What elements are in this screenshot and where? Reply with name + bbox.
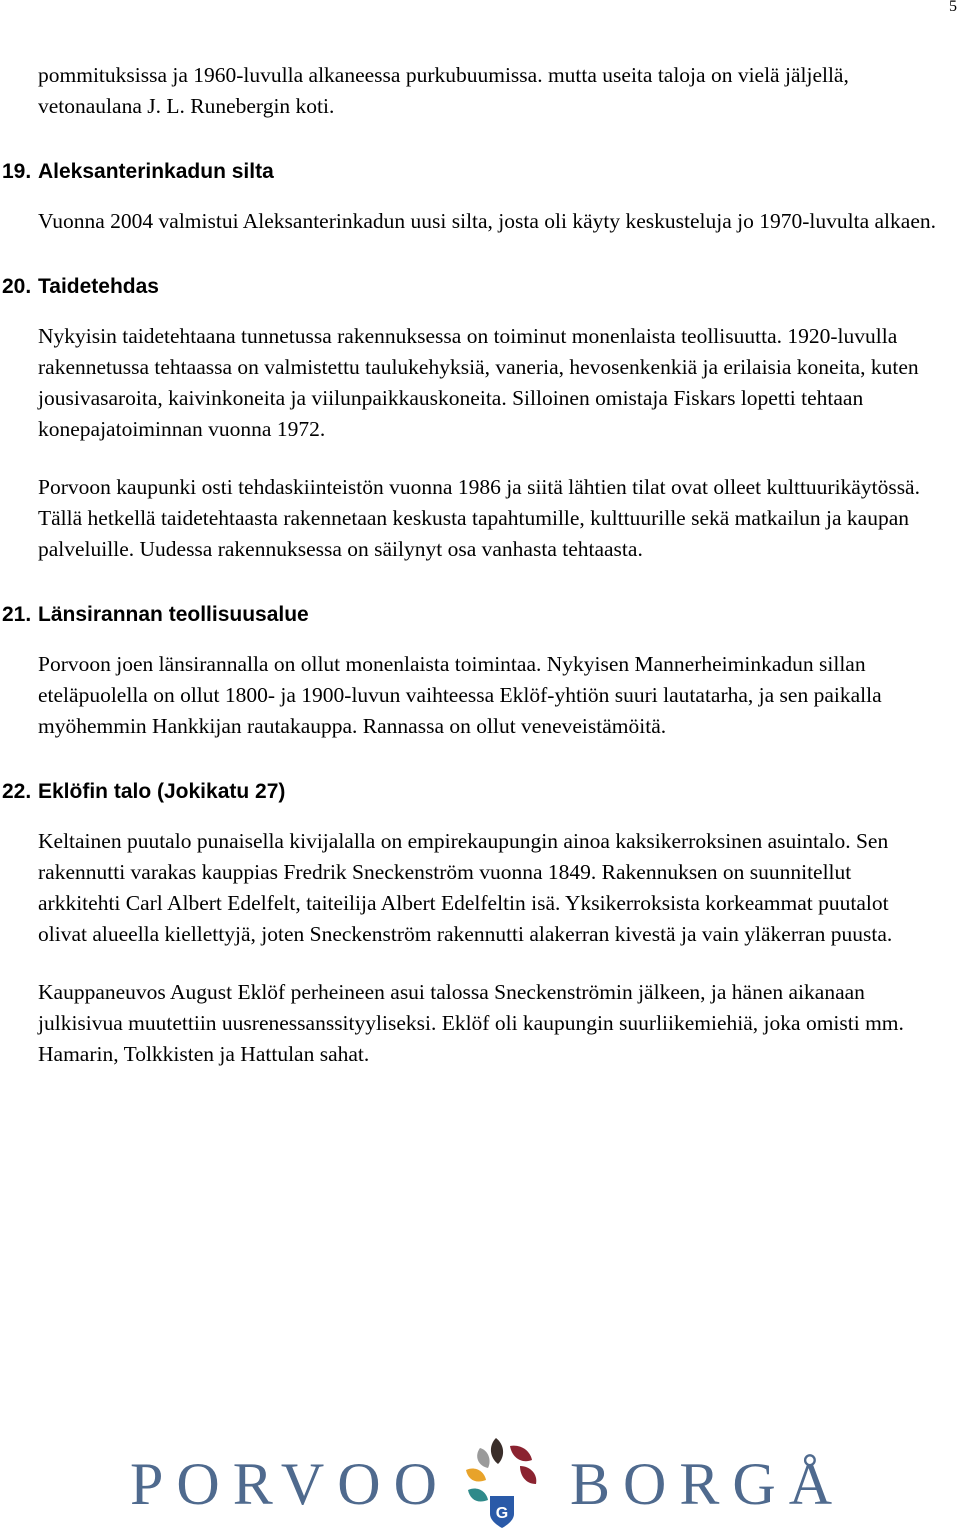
intro-paragraph: pommituksissa ja 1960-luvulla alkaneessa purkubuumissa. mutta useita taloja on vielä jäljellä, vetonaulana J. L. Runebergin koti. [38,63,849,118]
section-paragraph: Porvoon joen länsirannalla on ollut monenlaista toimintaa. Nykyisen Mannerheiminkadun sillan eteläpuolella on ollut 1800- ja 1900-luvun vaihteessa Eklöf-yhtiön suuri lautatarha, ja sen paikalla myöhemmin Hankkijan rautakauppa. Rannassa on ollut veneveistämöitä. [38,652,882,738]
section-heading [2,156,938,187]
logo-word-porvoo: PORVOO [130,1451,450,1517]
section-paragraph: Nykyisin taidetehtaana tunnetussa rakennuksessa on toiminut monenlaista teollisuutta. 1920-luvulla rakennetussa tehtaassa on valmistettu taulukehyksiä, vaneria, hevosenkenkiä ja erilaisia koneita, kuten jousivasaroita, kaivinkoneita ja viilunpaikkauskoneita. Silloinen omistaja Fiskars lopetti tehtaan konepajatoiminnan vuonna 1972. [38,324,919,441]
section-title: Taidetehdas [38,275,159,298]
section-heading [2,599,938,630]
logo-word-borga: BORGÅ [570,1451,846,1517]
section-title: Länsirannan teollisuusalue [38,603,309,626]
section-paragraph: Keltainen puutalo punaisella kivijalalla on empirekaupungin ainoa kaksikerroksinen asuintalo. Sen rakennutti varakas kauppias Fredrik Sneckenström vuonna 1849. Rakennuksen on suunnitellut arkkitehti Carl Albert Edelfelt, taiteilija Albert Edelfeltin isä. Yksikerroksista korkeammat puutalot olivat alueella kiellettyjä, joten Sneckenström rakennutti alakerran kivestä ja vain yläkerran puusta. [38,829,893,946]
section-heading [2,776,938,807]
emblem-leaves [466,1438,536,1502]
section-22 [2,776,938,1070]
section-21 [2,599,938,742]
porvoo-emblem-icon [452,1434,548,1530]
document-body [2,60,938,1070]
emblem-letter: G [495,1505,509,1522]
section-heading [2,271,938,302]
section-number: 22. [2,780,32,803]
section-number: 20. [2,275,32,298]
page-number: 5 [949,0,957,15]
section-paragraph: Vuonna 2004 valmistui Aleksanterinkadun uusi silta, josta oli käyty keskusteluja jo 1970-luvulta alkaen. [38,209,936,233]
section-title: Aleksanterinkadun silta [38,160,274,183]
porvoo-borga-logo [130,1432,846,1532]
section-19 [2,156,938,237]
section-number: 21. [2,603,32,626]
section-paragraph: Kauppaneuvos August Eklöf perheineen asui talossa Sneckenströmin jälkeen, ja hänen aikanaan julkisivua muutettiin uusrenessanssityyliseksi. Eklöf oli kaupungin suurliikemiehiä, joka omisti mm. Hamarin, Tolkkisten ja Hattulan sahat. [38,980,904,1066]
section-20 [2,271,938,565]
section-title: Eklöfin talo (Jokikatu 27) [38,780,286,803]
section-number: 19. [2,160,32,183]
section-paragraph: Porvoon kaupunki osti tehdaskiinteistön vuonna 1986 ja siitä lähtien tilat ovat olleet kulttuurikäytössä. Tällä hetkellä taidetehtaasta rakennetaan keskusta tapahtumille, kulttuurille sekä matkailun ja kaupan palveluille. Uudessa rakennuksessa on säilynyt osa vanhasta tehtaasta. [38,475,920,561]
